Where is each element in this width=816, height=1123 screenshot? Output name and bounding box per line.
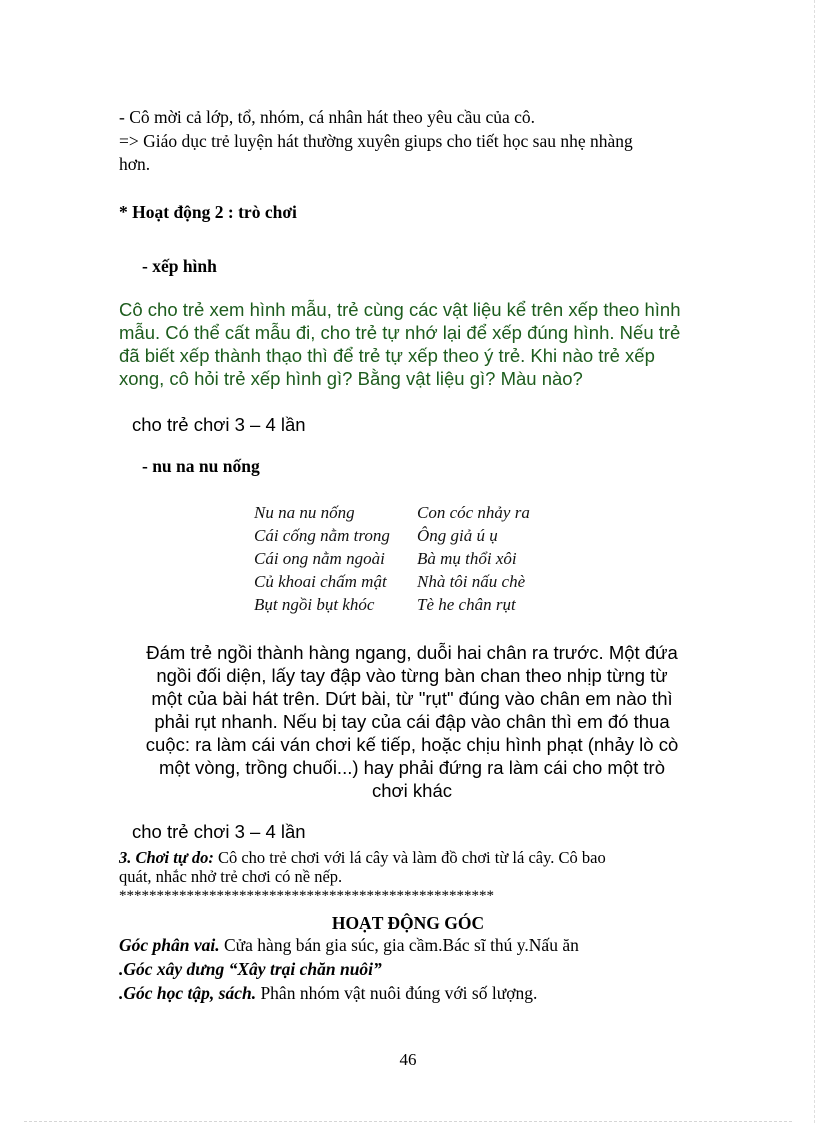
corner-label: .Góc xây dưng “Xây trại chăn nuôi” (119, 959, 382, 979)
corner-text: Phân nhóm vật nuôi đúng với số lượng. (256, 983, 538, 1003)
corner-item (119, 934, 739, 957)
text-line: quát, nhắc nhở trẻ chơi có nề nếp. (119, 867, 343, 886)
corner-label: .Góc học tập, sách. (119, 983, 257, 1003)
corner-label: Góc phân vai. (119, 935, 220, 955)
text-line: ngồi đối diện, lấy tay đập vào từng bàn chan theo nhịp từng từ (156, 665, 668, 686)
text-line: Đám trẻ ngồi thành hàng ngang, duỗi hai chân ra trước. Một đứa (146, 642, 678, 663)
section-heading-hoat-dong-goc: HOẠT ĐỘNG GÓC (331, 913, 485, 933)
text-line: => Giáo dục trẻ luyện hát thường xuyên giups cho tiết học sau nhẹ nhàng (119, 131, 633, 151)
text-line: cuộc: ra làm cái ván chơi kế tiếp, hoặc chịu hình phạt (nhảy lò cò (145, 734, 679, 755)
poem-line: Củ khoai chấm mật (254, 572, 387, 591)
game-description-xep-hinh (119, 298, 739, 390)
poem-left-column (254, 501, 424, 616)
corner-activities (119, 934, 739, 1005)
text-line: chơi khác (372, 780, 452, 801)
game-title-nu-na-nu-nong: - nu na nu nống (142, 456, 260, 476)
page-number: 46 (399, 1050, 417, 1069)
text-line: xong, cô hỏi trẻ xếp hình gì? Bằng vật liệu gì? Màu nào? (119, 368, 583, 389)
free-play-text: Cô cho trẻ chơi với lá cây và làm đồ chơi từ lá cây. Cô bao (213, 848, 606, 867)
paragraph-cau-mot (119, 106, 759, 176)
game-repeat-note: cho trẻ chơi 3 – 4 lần (132, 821, 306, 842)
poem-line: Nhà tôi nấu chè (417, 572, 526, 591)
poem-line: Cái cống nằm trong (254, 526, 390, 545)
text-line: phải rụt nhanh. Nếu bị tay của cái đập vào chân thì em đó thua (154, 711, 670, 732)
poem-line: Tè he chân rụt (417, 595, 516, 614)
text-line: - Cô mời cả lớp, tổ, nhóm, cá nhân hát theo yêu cầu của cô. (119, 107, 536, 127)
corner-item (119, 958, 739, 981)
poem-line: Con cóc nhảy ra (417, 503, 530, 522)
text-line: Cô cho trẻ xem hình mẫu, trẻ cùng các vật liệu kể trên xếp theo hình (119, 299, 681, 320)
text-line (119, 848, 699, 867)
corner-text: Cửa hàng bán gia súc, gia cầm.Bác sĩ thú y.Nấu ăn (219, 935, 579, 955)
free-play-paragraph (119, 848, 699, 886)
game-title-xep-hinh: - xếp hình (142, 256, 217, 276)
text-line: một của bài hát trên. Dứt bài, từ "rụt" đúng vào chân em nào thì (151, 688, 673, 709)
free-play-label: 3. Chơi tự do: (119, 848, 214, 867)
text-line: hơn. (119, 154, 151, 174)
poem-line: Nu na nu nống (254, 503, 355, 522)
poem-line: Bụt ngồi bụt khóc (254, 595, 375, 614)
activity-heading: * Hoạt động 2 : trò chơi (119, 202, 297, 222)
page-right-edge (814, 0, 815, 1123)
text-line: đã biết xếp thành thạo thì để trẻ tự xếp theo ý trẻ. Khi nào trẻ xếp (119, 345, 655, 366)
poem-right-column (417, 501, 587, 616)
star-divider: ************************************************** (119, 888, 494, 904)
poem-line: Bà mụ thổi xôi (417, 549, 517, 568)
game-repeat-note: cho trẻ chơi 3 – 4 lần (132, 414, 306, 435)
poem-line: Cái ong nằm ngoài (254, 549, 385, 568)
corner-item (119, 982, 739, 1005)
page-bottom-edge (24, 1121, 792, 1122)
poem-line: Ông giả ú ụ (417, 526, 498, 545)
text-line: mẫu. Có thể cất mẫu đi, cho trẻ tự nhớ lại để xếp đúng hình. Nếu trẻ (119, 322, 681, 343)
text-line: một vòng, trồng chuối...) hay phải đứng ra làm cái cho một trò (159, 757, 665, 778)
game-description-nu-na (112, 641, 712, 802)
